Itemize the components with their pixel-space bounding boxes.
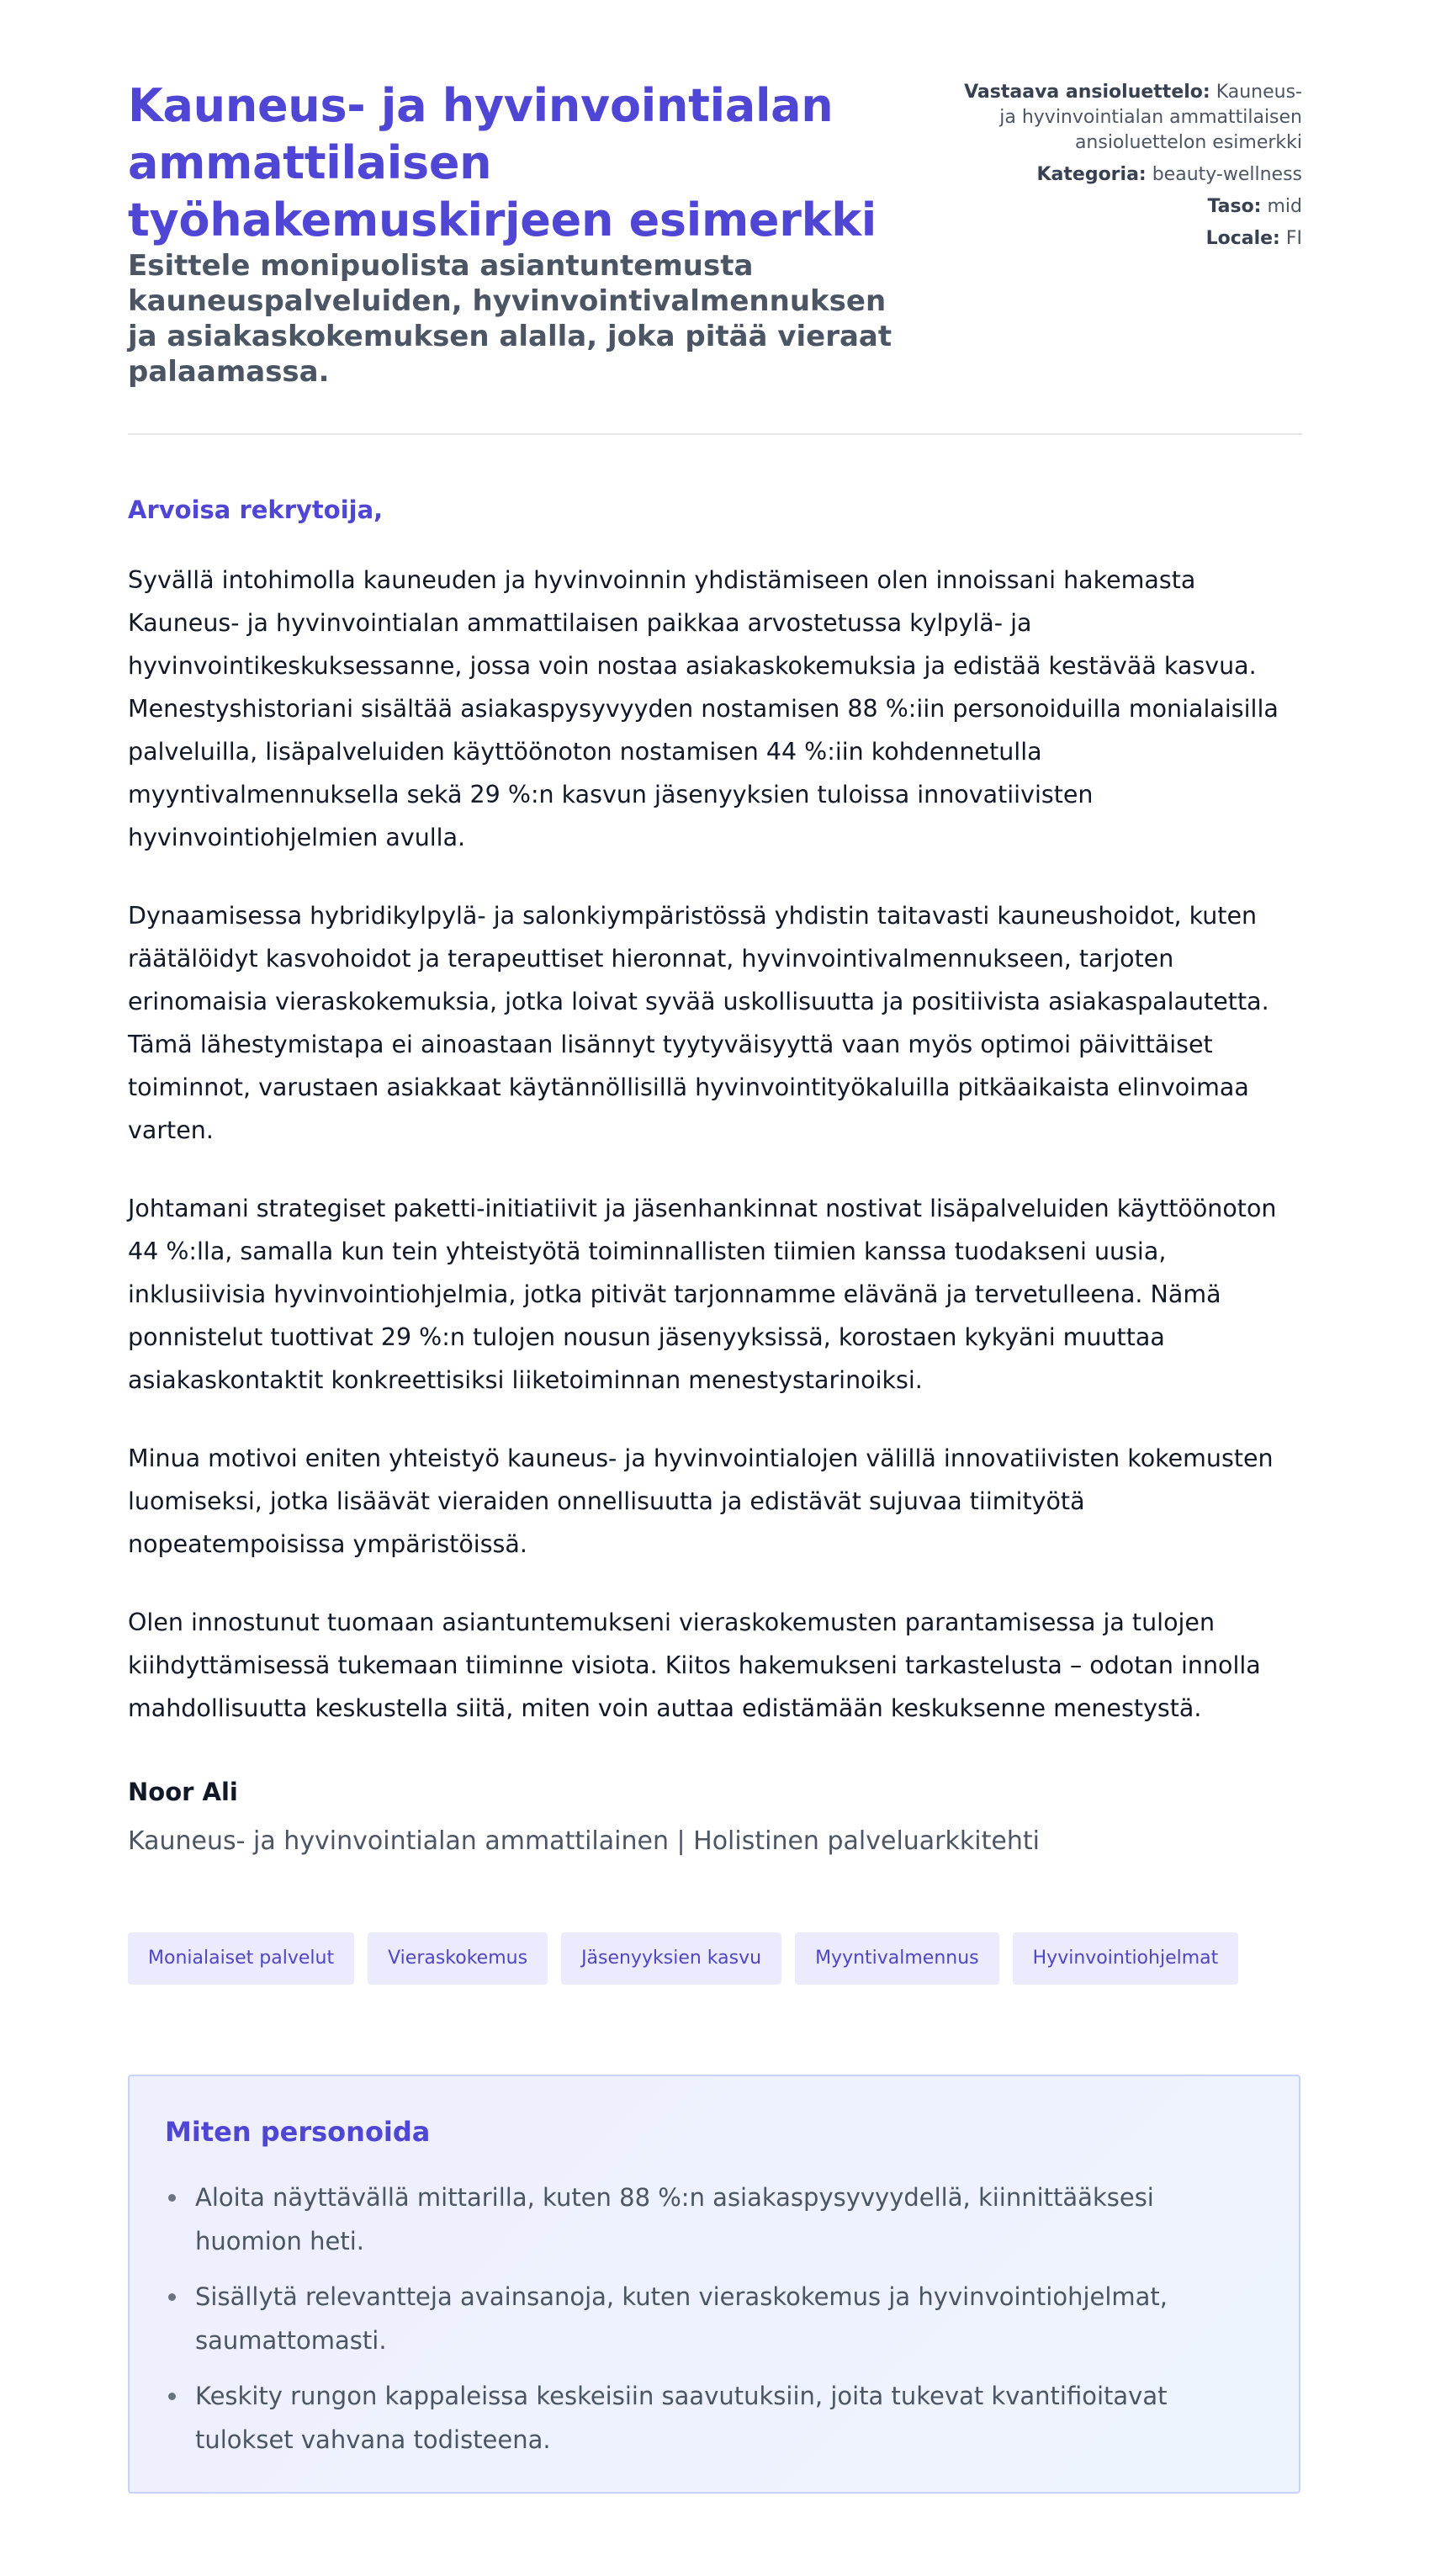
tag: Monialaiset palvelut bbox=[128, 1932, 354, 1985]
tips-list-item: Keskity rungon kappaleissa keskeisiin saavutuksiin, joita tukevat kvantifioitavat tulokset vahvana todisteena. bbox=[165, 2374, 1258, 2462]
tag-list bbox=[128, 1932, 1238, 1985]
meta-category bbox=[949, 162, 1302, 188]
page-subtitle: Esittele monipuolista asiantuntemusta kauneuspalveluiden, hyvinvointivalmennuksen ja asiakaskokemuksen alalla, joka pitää vieraat palaamassa. bbox=[128, 249, 892, 389]
letter-paragraph: Olen innostunut tuomaan asiantuntemukseni vieraskokemusten parantamisessa ja tulojen kiihdyttämisessä tukemaan tiiminne visiota. Kiitos hakemukseni tarkastelusta – odotan innolla mahdollisuutta keskustella siitä, miten voin auttaa edistämään keskuksenne menestystä. bbox=[128, 1609, 1261, 1722]
tag: Vieraskokemus bbox=[368, 1932, 548, 1985]
tips-list-item: Aloita näyttävällä mittarilla, kuten 88 %:n asiakaspysyvyydellä, kiinnittääksesi huomion heti. bbox=[165, 2176, 1258, 2263]
tag: Hyvinvointiohjelmat bbox=[1013, 1932, 1239, 1985]
tips-list-item: Sisällytä relevantteja avainsanoja, kuten vieraskokemus ja hyvinvointiohjelmat, saumattomasti. bbox=[165, 2275, 1258, 2362]
letter-body bbox=[128, 559, 1302, 1765]
meta-level-value: mid bbox=[1267, 196, 1302, 217]
meta-resume-label: Vastaava ansioluettelo: bbox=[964, 82, 1210, 103]
signature-name: Noor Ali bbox=[128, 1778, 238, 1806]
meta-resume bbox=[949, 80, 1302, 156]
letter-paragraph: Johtamani strategiset paketti-initiatiivit ja jäsenhankinnat nostivat lisäpalveluiden käyttöönoton 44 %:lla, samalla kun tein yhteistyötä toiminnallisten tiimien kanssa tuodakseni uusia, inklusiivisia hyvinvointiohjelmia, jotka pitivät tarjonnamme elävänä ja tervetulleena. Nämä ponnistelut tuottivat 29 %:n tulojen nousun jäsenyyksissä, korostaen kykyäni muuttaa asiakaskontaktit konkreettisiksi liiketoiminnan menestystarinoiksi. bbox=[128, 1195, 1277, 1394]
page-title: Kauneus- ja hyvinvointialan ammattilaisen työhakemuskirjeen esimerkki bbox=[128, 79, 877, 246]
tips-list bbox=[165, 2176, 1258, 2473]
letter-paragraph: Minua motivoi eniten yhteistyö kauneus- ja hyvinvointialojen välillä innovatiivisten kokemusten luomiseksi, jotka lisäävät vieraiden onnellisuutta ja edistävät sujuvaa tiimityötä nopeatempoisissa ympäristöissä. bbox=[128, 1444, 1274, 1558]
meta-resume-value: Kauneus- ja hyvinvointialan ammattilaisen ansioluettelon esimerkki bbox=[999, 82, 1302, 153]
signature-title: Kauneus- ja hyvinvointialan ammattilainen | Holistinen palveluarkkitehti bbox=[128, 1826, 1040, 1856]
salutation: Arvoisa rekrytoija, bbox=[128, 496, 384, 524]
meta-panel bbox=[949, 80, 1302, 258]
tips-title: Miten personoida bbox=[165, 2116, 431, 2148]
personalization-tips-box bbox=[128, 2075, 1300, 2494]
letter-paragraph: Dynaamisessa hybridikylpylä- ja salonkiympäristössä yhdistin taitavasti kauneushoidot, kuten räätälöidyt kasvohoidot ja terapeuttiset hieronnat, hyvinvointivalmennukseen, tarjoten erinomaisia vieraskokemuksia, jotka loivat syvää uskollisuutta ja positiivista asiakaspalautetta. Tämä lähestymistapa ei ainoastaan lisännyt tyytyväisyyttä vaan myös optimoi päivittäiset toiminnot, varustaen asiakkaat käytännöllisillä hyvinvointityökaluilla pitkäaikaista elinvoimaa varten. bbox=[128, 902, 1269, 1144]
meta-locale-label: Locale: bbox=[1205, 228, 1280, 249]
letter-paragraph: Syvällä intohimolla kauneuden ja hyvinvoinnin yhdistämiseen olen innoissani hakemasta Kauneus- ja hyvinvointialan ammattilaisen paikkaa arvostetussa kylpylä- ja hyvinvointikeskuksessanne, jossa voin nostaa asiakaskokemuksia ja edistää kestävää kasvua. Menestyshistoriani sisältää asiakaspysyvyyden nostamisen 88 %:iin personoiduilla monialaisilla palveluilla, lisäpalveluiden käyttöönoton nostamisen 44 %:iin kohdennetulla myyntivalmennuksella sekä 29 %:n kasvun jäsenyyksien tuloissa innovatiivisten hyvinvointiohjelmien avulla. bbox=[128, 566, 1279, 851]
tag: Jäsenyyksien kasvu bbox=[561, 1932, 781, 1985]
page-header bbox=[128, 0, 1302, 434]
header-divider bbox=[128, 433, 1302, 435]
meta-level-label: Taso: bbox=[1207, 196, 1262, 217]
meta-category-label: Kategoria: bbox=[1036, 164, 1147, 185]
meta-level bbox=[949, 194, 1302, 220]
meta-locale bbox=[949, 226, 1302, 252]
meta-category-value: beauty-wellness bbox=[1152, 164, 1302, 185]
tag: Myyntivalmennus bbox=[795, 1932, 999, 1985]
cover-letter-page bbox=[128, 0, 1302, 2454]
meta-locale-value: FI bbox=[1285, 228, 1302, 249]
